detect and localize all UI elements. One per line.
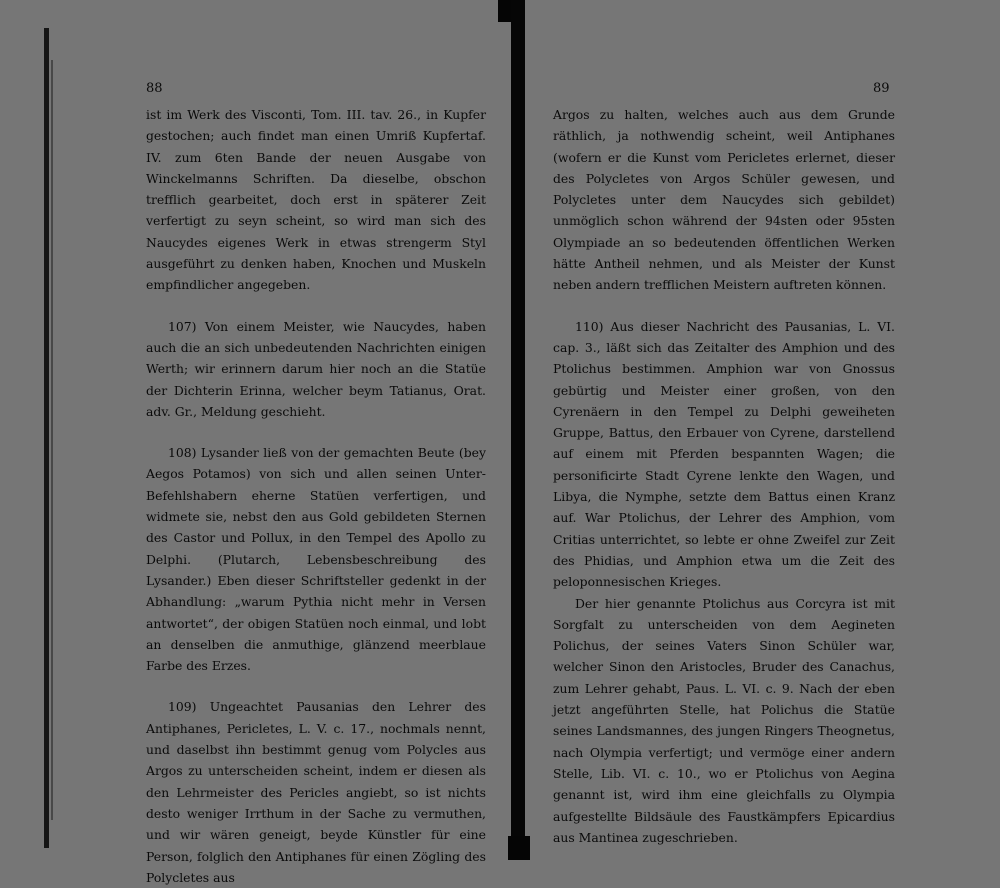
page-number-right: 89 bbox=[873, 81, 890, 96]
left-page bbox=[146, 104, 486, 888]
paragraph-ptolichus: Der hier genannte Ptolichus aus Corcyra ist mit Sorgfalt zu unterscheiden von dem Aegineten Polichus, der seines Vaters Sinon Schüler war, welcher Sinon den Aristocles, Bruder des Canachus, zum Lehrer gehabt, Paus. L. VI. c. 9. Nach der eben jetzt angeführten Stelle, hat Polichus die Statüe seines Landsmannes, des jungen Ringers Theognetus, nach Olympia verfertigt; und vermöge einer andern Stelle, Lib. VI. c. 10., wo er Ptolichus von Aegina genannt ist, wird ihm eine gleichfalls zu Olympia aufgestellte Bildsäule des Faustkämpfers Epicardius aus Mantinea zugeschrieben. bbox=[553, 595, 895, 845]
gutter-bottom-shadow bbox=[508, 836, 530, 860]
paragraph-continuation: Argos zu halten, welches auch aus dem Grunde räthlich, ja nothwendig scheint, weil Antiphanes (wofern er die Kunst vom Pericletes erlernet, dieser des Polycletes von Argos Schüler gewesen, und Polycletes unter dem Naucydes sich gebildet) unmöglich schon während der 94sten oder 95sten Olympiade an so bedeutenden öffentlichen Werken hätte Antheil nehmen, und als Meister der Kunst neben andern trefflichen Meistern auftreten können. bbox=[553, 107, 895, 293]
note-110: 110) Aus dieser Nachricht des Pausanias, L. VI. cap. 3., läßt sich das Zeitalter des Amphion und des Ptolichus bestimmen. Amphion war von Gnossus gebürtig und Meister einer großen, von den Cyrenäern in den Tempel zu Delphi geweiheten Gruppe, Battus, den Erbauer von Cyrene, darstellend auf einem mit Pferden bespannten Wagen; die personificirte Stadt Cyrene lenkte den Wagen, und Libya, die Nymphe, setzte dem Battus einen Kranz auf. War Ptolichus, der Lehrer des Amphion, vom Critias unterrichtet, so lebte er ohne Zweifel zur Zeit des Phidias, und Amphion etwa um die Zeit des peloponnesischen Krieges. bbox=[553, 318, 895, 590]
note-108: 108) Lysander ließ von der gemachten Beute (bey Aegos Potamos) von sich und allen seinen Unter-Befehlshabern eherne Statüen verfertigen, und widmete sie, nebst den aus Gold gebildeten Sternen des Castor und Pollux, in den Tempel des Apollo zu Delphi. (Plutarch, Lebensbeschreibung des Lysander.) Eben dieser Schriftsteller gedenkt in der Abhandlung: „warum Pythia nicht mehr in Versen antwortet“, der obigen Statüen noch einmal, und lobt an denselben die anmuthige, glänzend meerblaue Farbe des Erzes. bbox=[146, 445, 486, 674]
left-page-edge bbox=[44, 28, 49, 848]
note-109: 109) Ungeachtet Pausanias den Lehrer des Antiphanes, Pericletes, L. V. c. 17., nochmals nennt, und daselbst ihn bestimmt genug vom Polycles aus Argos zu unterscheiden scheint, indem er diesen als den Lehrmeister des Pericles angiebt, so ist nichts desto weniger Irrthum in der Sache zu vermuthen, und wir wären geneigt, beyde Künstler für eine Person, folglich den Antiphanes für einen Zögling des Polycletes aus bbox=[146, 699, 486, 885]
paragraph-continuation: ist im Werk des Visconti, Tom. III. tav. 26., in Kupfer gestochen; auch findet man einen Umriß Kupfertaf. IV. zum 6ten Bande der neuen Ausgabe von Winckelmanns Schriften. Da dieselbe, obschon trefflich gearbeitet, doch erst in späterer Zeit verfertigt zu seyn scheint, so wird man sich des Naucydes eigenes Werk in etwas strengerm Styl ausgeführt zu denken haben, Knochen und Muskeln empfindlicher angegeben. bbox=[146, 107, 486, 293]
right-page bbox=[553, 104, 895, 848]
left-page-edge-shadow bbox=[51, 60, 53, 820]
note-107: 107) Von einem Meister, wie Naucydes, haben auch die an sich unbedeutenden Nachrichten einigen Werth; wir erinnern darum hier noch an die Statüe der Dichterin Erinna, welcher beym Tatianus, Orat. adv. Gr., Meldung geschieht. bbox=[146, 318, 486, 419]
book-gutter bbox=[511, 0, 525, 860]
page-number-left: 88 bbox=[146, 81, 163, 96]
